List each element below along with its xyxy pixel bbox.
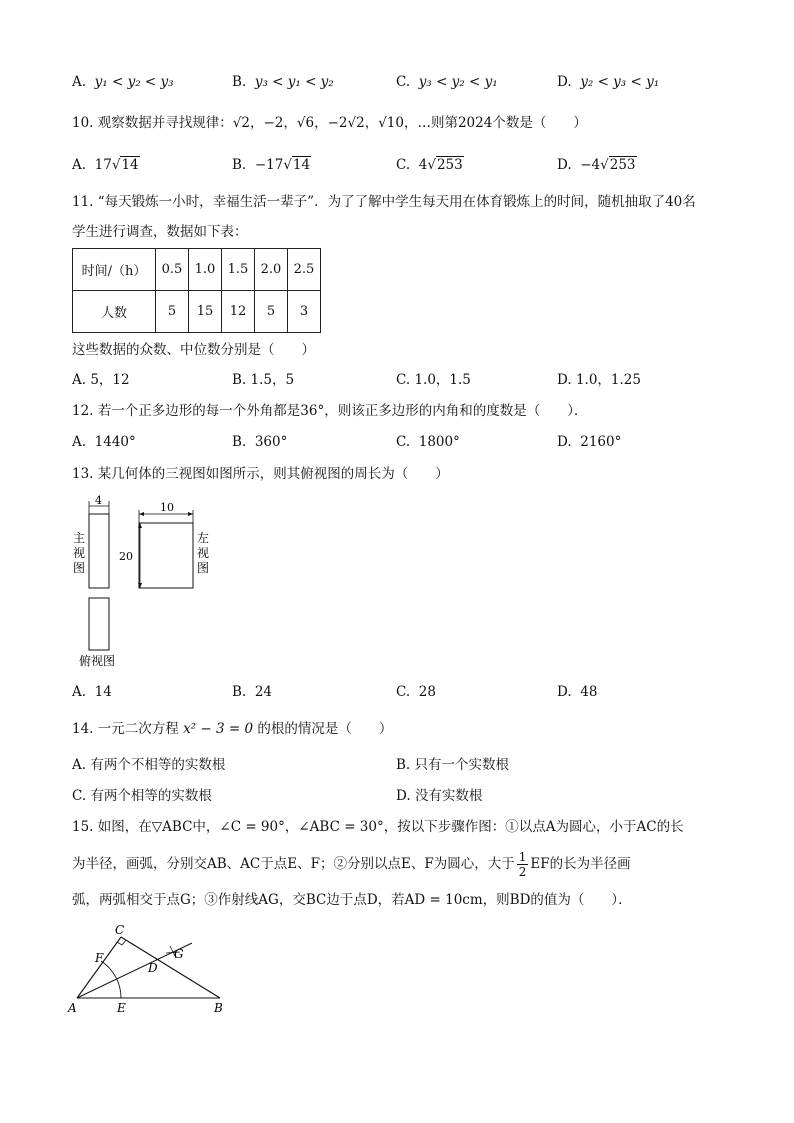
q10-option-c: C. 4√253	[396, 157, 463, 173]
q12-stem: 12. 若一个正多边形的每一个外角都是36°，则该正多边形的内角和的度数是（ ）．	[72, 403, 588, 419]
q15-stem-line3: 弧，两弧相交于点G；③作射线AG，交BC边于点D，若AD = 10cm，则BD的值为（ ）．	[72, 892, 632, 908]
q14-option-b: B. 只有一个实数根	[396, 757, 510, 773]
table-cell: 2.0	[255, 249, 288, 291]
table-cell: 3	[288, 291, 321, 333]
top-view-label: 俯视图	[79, 654, 116, 668]
q13-three-view-figure	[66, 494, 226, 674]
q12-option-a: A. 1440°	[72, 434, 136, 450]
table-header-cell: 人数	[73, 291, 156, 333]
q10-option-d: D. −4√253	[557, 157, 636, 173]
q12-option-c: C. 1800°	[396, 434, 460, 450]
q9-option-c: C. y₃ < y₂ < y₁	[396, 74, 498, 90]
q14-options-row2	[0, 784, 794, 808]
q14-option-d: D. 没有实数根	[396, 788, 483, 804]
width-label: 4	[95, 494, 102, 507]
table-cell: 5	[156, 291, 189, 333]
q9-option-a: A. y₁ < y₂ < y₃	[72, 74, 174, 90]
front-view-label: 视	[73, 546, 86, 560]
q13-option-c: C. 28	[396, 684, 436, 700]
label-c: C	[115, 923, 125, 937]
q13-option-b: B. 24	[232, 684, 272, 700]
top-view-rect	[89, 598, 109, 650]
q14-stem: 14. 一元二次方程 x² − 3 = 0 的根的情况是（ ）	[72, 721, 393, 737]
table-cell: 1.5	[222, 249, 255, 291]
left-view-label: 左	[197, 531, 210, 545]
q13-stem: 13. 某几何体的三视图如图所示，则其俯视图的周长为（ ）	[72, 466, 449, 482]
label-d: D	[148, 961, 158, 975]
q11-option-c: C. 1.0，1.5	[396, 372, 471, 388]
table-cell: 1.0	[189, 249, 222, 291]
front-view-rect	[89, 514, 109, 588]
depth-label: 10	[160, 501, 174, 514]
q15-stem-line2: 为半径，画弧，分别交AB、AC于点E、F；②分别以点E、F为圆心，大于 $\frac{1}{2}$ EF的长为半径画	[72, 850, 631, 879]
table-cell: 12	[222, 291, 255, 333]
height-label: 20	[119, 550, 133, 563]
q14-option-c: C. 有两个相等的实数根	[72, 788, 212, 804]
q9-options	[0, 70, 794, 94]
q10-option-a: A. 17√14	[72, 157, 139, 173]
q14-options-row1	[0, 753, 794, 777]
label-a: A	[68, 1001, 77, 1015]
q11-data-table	[72, 248, 321, 333]
q9-option-b: B. y₃ < y₁ < y₂	[232, 74, 334, 90]
table-cell: 5	[255, 291, 288, 333]
q14-option-a: A. 有两个不相等的实数根	[72, 757, 226, 773]
q11-option-d: D. 1.0，1.25	[557, 372, 641, 388]
q15-triangle-figure	[66, 920, 236, 1020]
fraction-half: $\frac{1}{2}$	[518, 850, 527, 879]
front-view-label: 图	[73, 561, 86, 575]
label-e: E	[117, 1001, 126, 1015]
table-header-cell: 时间/（h）	[73, 249, 156, 291]
q11-option-a: A. 5，12	[72, 372, 130, 388]
left-view-label: 图	[197, 561, 210, 575]
q11-options	[0, 368, 794, 392]
q13-option-d: D. 48	[557, 684, 598, 700]
table-row	[73, 249, 321, 291]
q13-options	[0, 680, 794, 704]
q11-question: 这些数据的众数、中位数分别是（ ）	[72, 342, 315, 358]
q10-stem: 10. 观察数据并寻找规律：√2，−2，√6，−2√2，√10，…则第2024个数是（ ）	[72, 115, 587, 131]
label-b: B	[214, 1001, 223, 1015]
table-row	[73, 291, 321, 333]
table-cell: 0.5	[156, 249, 189, 291]
q12-option-b: B. 360°	[232, 434, 288, 450]
table-cell: 15	[189, 291, 222, 333]
label-g: G	[174, 947, 184, 961]
q13-option-a: A. 14	[72, 684, 112, 700]
q15-stem-line1: 15. 如图，在▽ABC中，∠C = 90°，∠ABC = 30°，按以下步骤作图：①以点A为圆心，小于AC的长	[72, 819, 684, 835]
left-view-rect	[139, 523, 193, 588]
q10-option-b: B. −17√14	[232, 157, 311, 173]
q9-option-d: D. y₂ < y₃ < y₁	[557, 74, 660, 90]
q11-stem-line2: 学生进行调查，数据如下表：	[72, 224, 248, 240]
label-f: F	[95, 951, 104, 965]
left-view-label: 视	[197, 546, 210, 560]
front-view-label: 主	[73, 531, 86, 545]
q10-options	[0, 153, 794, 177]
table-cell: 2.5	[288, 249, 321, 291]
q12-options	[0, 430, 794, 454]
q11-stem-line1: 11. “每天锻炼一小时，幸福生活一辈子”．为了了解中学生每天用在体育锻炼上的时间，随机抽取了40名	[72, 194, 696, 210]
q12-option-d: D. 2160°	[557, 434, 622, 450]
q11-option-b: B. 1.5，5	[232, 372, 295, 388]
